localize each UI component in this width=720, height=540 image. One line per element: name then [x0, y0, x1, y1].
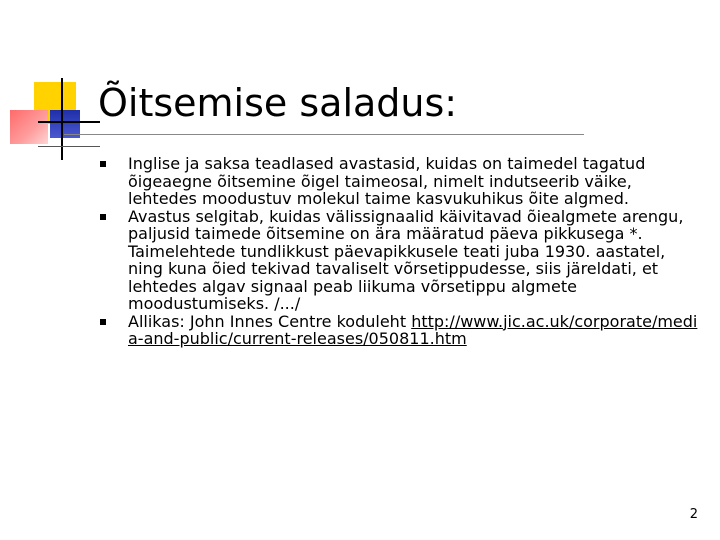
logo-vertical-line	[61, 78, 63, 160]
slide-number: 2	[689, 507, 698, 522]
bullet-item	[98, 155, 698, 208]
source-link[interactable]: http://www.jic.ac.uk/corporate/media-and-public/current-releases/050811.htm	[128, 311, 698, 348]
bullet-square-icon	[100, 214, 106, 220]
bullet-square-icon	[100, 319, 106, 325]
logo-horizontal-line	[38, 121, 100, 123]
bullet-text: Inglise ja saksa teadlased avastasid, kuidas on taimedel tagatud õigeaegne õitsemine õigel taimeosal, nimelt indutseerib väike, lehtedes moodustuv molekul taime kasvukuhikus õite algmed.	[128, 154, 646, 208]
bullet-text: Avastus selgitab, kuidas välissignaalid käivitavad õiealgmete arengu, paljusid taimede õitsemine on ära määratud päeva pikkusega *. Taimelehtede tundlikkust päevapikkusele teati juba 1930. aastatel, ning kuna õied tekivad tavaliselt võrsetippudesse, siis järeldati, et lehtedes algav signaal peab liikuma võrsetippu algmete moodustumiseks. /.../	[128, 206, 684, 313]
bullet-text: Allikas: John Innes Centre koduleht	[128, 311, 412, 331]
decorative-logo	[0, 0, 110, 170]
logo-red-square	[10, 110, 48, 144]
bullet-item	[98, 208, 698, 313]
slide-title: Õitsemise saladus:	[98, 81, 458, 125]
logo-lower-line	[38, 146, 100, 147]
bullet-list	[98, 155, 698, 348]
bullet-item	[98, 313, 698, 348]
title-divider	[64, 134, 584, 135]
bullet-square-icon	[100, 161, 106, 167]
